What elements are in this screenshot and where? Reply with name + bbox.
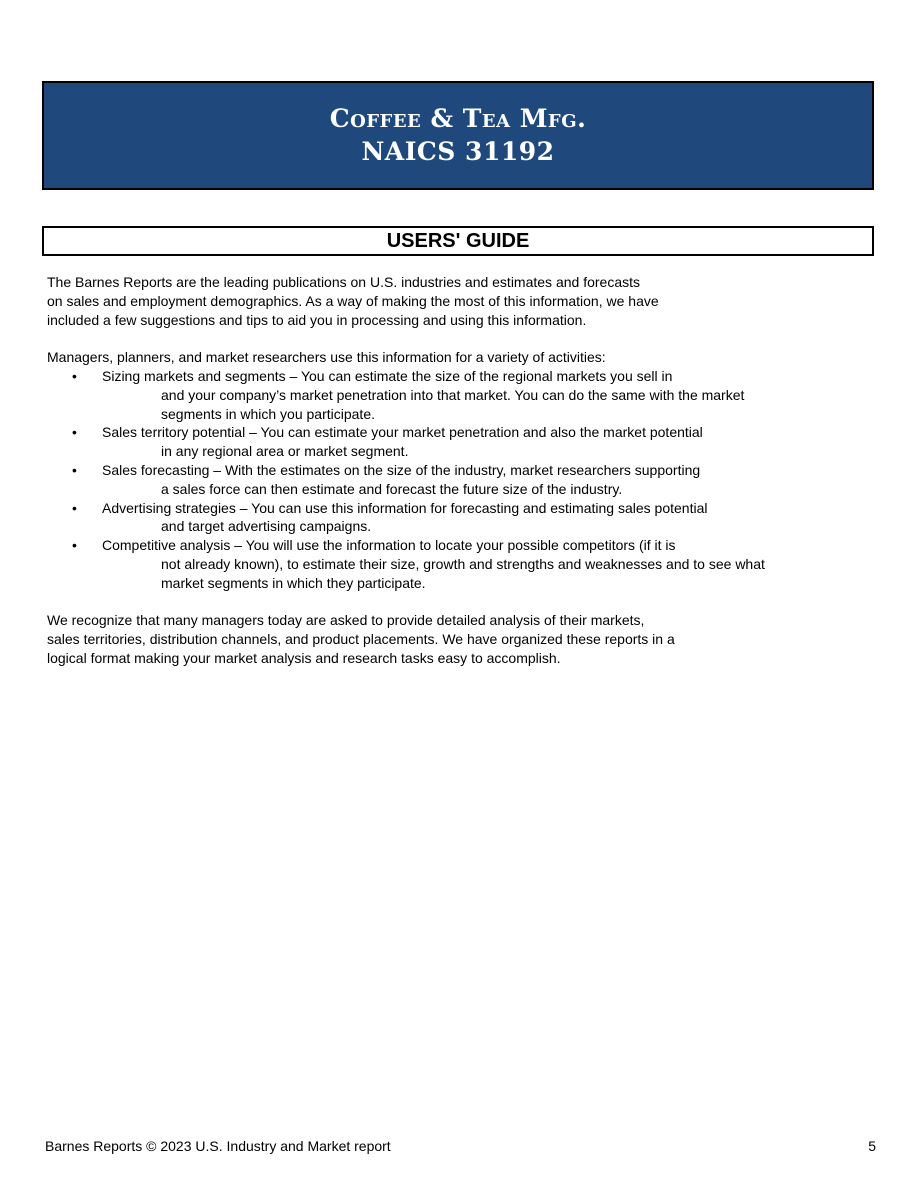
footer-copyright: Barnes Reports © 2023 U.S. Industry and Market report [45,1138,391,1154]
bullet-icon: • [72,537,77,554]
bullet-icon: • [72,424,77,441]
guide-body [47,273,847,668]
activity-continuation: in any regional area or market segment. [161,443,409,460]
list-item [47,536,847,592]
list-item [47,367,847,423]
activity-text: Advertising strategies – You can use this information for forecasting and estimating sales potential [102,499,708,516]
closing-line: sales territories, distribution channels, and product placements. We have organized these reports in a [47,631,675,648]
bullet-icon: • [72,461,77,478]
bullet-icon: • [72,367,77,384]
closing-line: We recognize that many managers today are asked to provide detailed analysis of their markets, [47,612,645,629]
report-title: Coffee & Tea Mfg. [329,103,587,133]
title-banner [42,81,874,190]
activity-continuation: market segments in which they participate. [161,574,426,591]
closing-line: logical format making your market analysis and research tasks easy to accomplish. [47,649,561,666]
naics-code: NAICS 31192 [361,136,555,166]
bullet-icon: • [72,499,77,516]
activity-text: Sales forecasting – With the estimates on the size of the industry, market researchers supporting [102,461,701,478]
activity-text: Sales territory potential – You can estimate your market penetration and also the market potential [102,424,703,441]
activity-text: Competitive analysis – You will use the information to locate your possible competitors (if it is [102,537,676,554]
intro-line: included a few suggestions and tips to aid you in processing and using this information. [47,311,587,328]
intro-line: The Barnes Reports are the leading publications on U.S. industries and estimates and forecasts [47,274,640,290]
list-item [47,423,847,461]
activity-text: Sizing markets and segments – You can estimate the size of the regional markets you sell in [102,367,673,384]
section-title: USERS' GUIDE [42,226,874,256]
page-number: 5 [868,1138,876,1154]
list-item [47,499,847,537]
activities-list [47,367,847,593]
list-item [47,461,847,499]
intro-line: on sales and employment demographics. As a way of making the most of this information, we have [47,292,659,309]
activity-continuation: a sales force can then estimate and forecast the future size of the industry. [161,480,623,497]
activity-continuation: and your company’s market penetration into that market. You can do the same with the market [161,386,745,403]
activity-continuation: not already known), to estimate their size, growth and strengths and weaknesses and to see what [161,555,765,572]
activity-continuation: segments in which you participate. [161,405,375,422]
activity-continuation: and target advertising campaigns. [161,518,372,535]
lead-sentence: Managers, planners, and market researchers use this information for a variety of activities: [47,349,606,366]
